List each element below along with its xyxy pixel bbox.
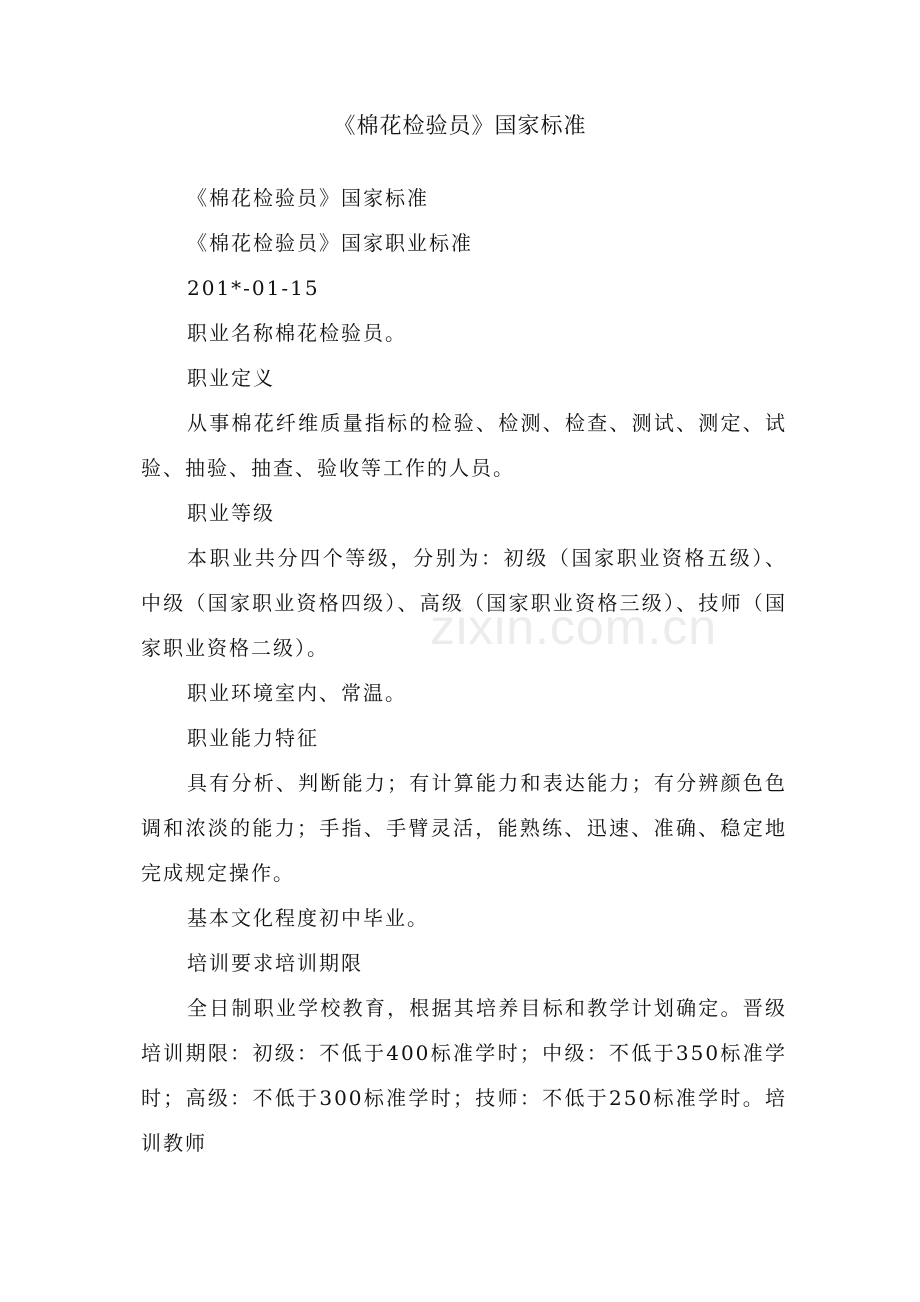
paragraph-environment: 职业环境室内、常温。 xyxy=(187,681,407,705)
document-body xyxy=(141,176,787,1166)
document-title: 《棉花检验员》国家标准 xyxy=(333,114,587,139)
paragraph-subtitle: 《棉花检验员》国家职业标准 xyxy=(187,231,473,255)
paragraph-definition: 从事棉花纤维质量指标的检验、检测、检查、测试、测定、试验、抽验、抽查、验收等工作的人员。 xyxy=(141,411,787,480)
paragraph-heading-repeat: 《棉花检验员》国家标准 xyxy=(187,186,429,210)
paragraph-levels: 本职业共分四个等级，分别为：初级（国家职业资格五级）、中级（国家职业资格四级）、高级（国家职业资格三级）、技师（国家职业资格二级）。 xyxy=(141,546,787,660)
paragraph-ability-heading: 职业能力特征 xyxy=(187,726,319,750)
paragraph-date: 201*-01-15 xyxy=(187,276,320,300)
paragraph-education: 基本文化程度初中毕业。 xyxy=(187,906,429,930)
paragraph-training-heading: 培训要求培训期限 xyxy=(187,951,363,975)
watermark: zixin.com.cn xyxy=(430,599,718,655)
paragraph-definition-heading: 职业定义 xyxy=(187,366,275,390)
paragraph-occupation-name: 职业名称棉花检验员。 xyxy=(187,321,407,345)
paragraph-levels-heading: 职业等级 xyxy=(187,501,275,525)
paragraph-training: 全日制职业学校教育，根据其培养目标和教学计划确定。晋级培训期限：初级：不低于400标准学时；中级：不低于350标准学时；高级：不低于300标准学时；技师：不低于250标准学时。培训教师 xyxy=(141,996,787,1155)
paragraph-ability: 具有分析、判断能力；有计算能力和表达能力；有分辨颜色色调和浓淡的能力；手指、手臂灵活，能熟练、迅速、准确、稳定地完成规定操作。 xyxy=(141,771,787,885)
